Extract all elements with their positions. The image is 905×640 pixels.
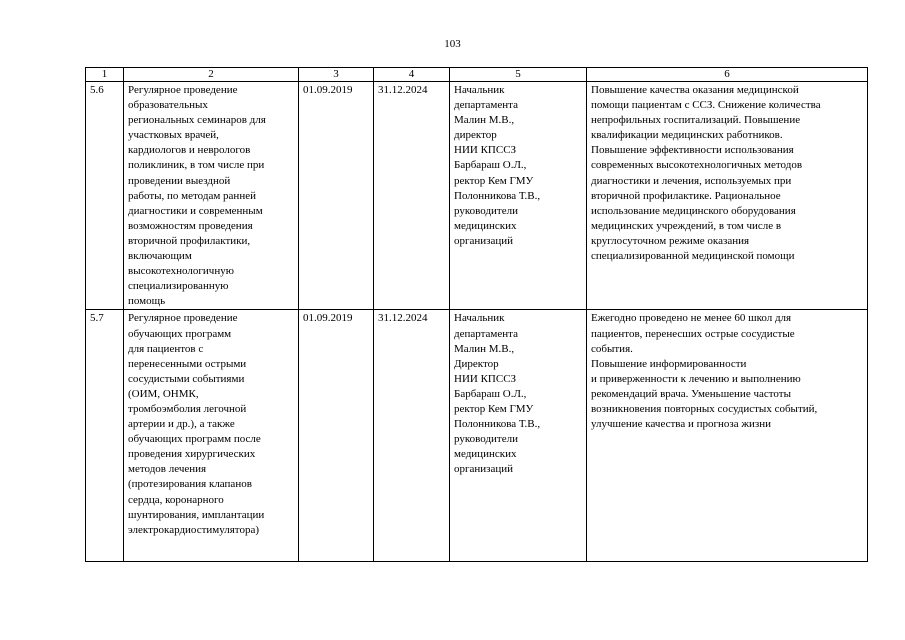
responsible-cell: [450, 82, 587, 310]
plan-table: [85, 67, 868, 562]
responsible-cell: [450, 310, 587, 562]
event-text: Регулярное проведение обучающих программ для пациентов с перенесенными острыми сосудистыми событиями (ОИМ, ОНМК, тромбоэмболия легочной артерии и др.), а также обучающих программ после проведения хирургических методов лечения (протезирования клапанов сердца, коронарного шунтирования, имплантации электрокардиостимулятора): [128, 312, 265, 536]
table-header-row: [86, 68, 868, 82]
result-cell: [587, 82, 868, 310]
table-row: [86, 82, 868, 310]
header-cell-3: 3: [299, 68, 374, 82]
header-cell-2: 2: [124, 68, 299, 82]
start-date: 01.09.2019: [303, 312, 353, 325]
start-date-cell: [299, 310, 374, 562]
responsible-text: Начальник департамента Малин М.В., директор НИИ КПССЗ Барбараш О.Л., ректор Кем ГМУ Полонникова Т.В., руководители медицинских организаций: [454, 84, 541, 247]
page-number: 103: [444, 38, 461, 50]
row-number: 5.6: [90, 84, 104, 96]
event-cell: [124, 82, 299, 310]
header-cell-4: 4: [374, 68, 450, 82]
header-cell-6: 6: [587, 68, 868, 82]
result-text: Повышение качества оказания медицинской помощи пациентам с ССЗ. Снижение количества непрофильных госпитализаций. Повышение квалификации медицинских работников. Повышение эффективности использования современных высокотехнологичных методов диагностики и лечения, используемых при вторичной профилактике. Рациональное использование медицинского оборудования медицинских учреждений, в том числе в круглосуточном режиме оказания специализированной медицинской помощи: [591, 84, 821, 263]
result-text: Ежегодно проведено не менее 60 школ для пациентов, перенесших острые сосудистые события. Повышение информированности и приверженности к лечению и выполнению рекомендаций врача. Уменьшение частоты возникновения повторных сосудистых событий, улучшение качества и прогноза жизни: [591, 312, 818, 431]
header-cell-5: 5: [450, 68, 587, 82]
header-cell-1: 1: [86, 68, 124, 82]
event-cell: [124, 310, 299, 562]
start-date-cell: [299, 82, 374, 310]
row-number-cell: [86, 82, 124, 310]
result-cell: [587, 310, 868, 562]
start-date: 01.09.2019: [303, 84, 353, 96]
row-number-cell: [86, 310, 124, 562]
event-text: Регулярное проведение образовательных региональных семинаров для участковых врачей, кардиологов и неврологов поликлиник, в том числе при проведении выездной работы, по методам ранней диагностики и современным возможностям проведения вторичной профилактики, включающим высокотехнологичную специализированную помощь: [128, 84, 266, 308]
end-date-cell: [374, 82, 450, 310]
end-date: 31.12.2024: [378, 84, 428, 96]
responsible-text: Начальник департамента Малин М.В., Директор НИИ КПССЗ Барбараш О.Л., ректор Кем ГМУ Полонникова Т.В., руководители медицинских организаций: [454, 312, 541, 476]
end-date-cell: [374, 310, 450, 562]
row-number: 5.7: [90, 312, 104, 325]
table-row: [86, 310, 868, 562]
end-date: 31.12.2024: [378, 312, 428, 325]
